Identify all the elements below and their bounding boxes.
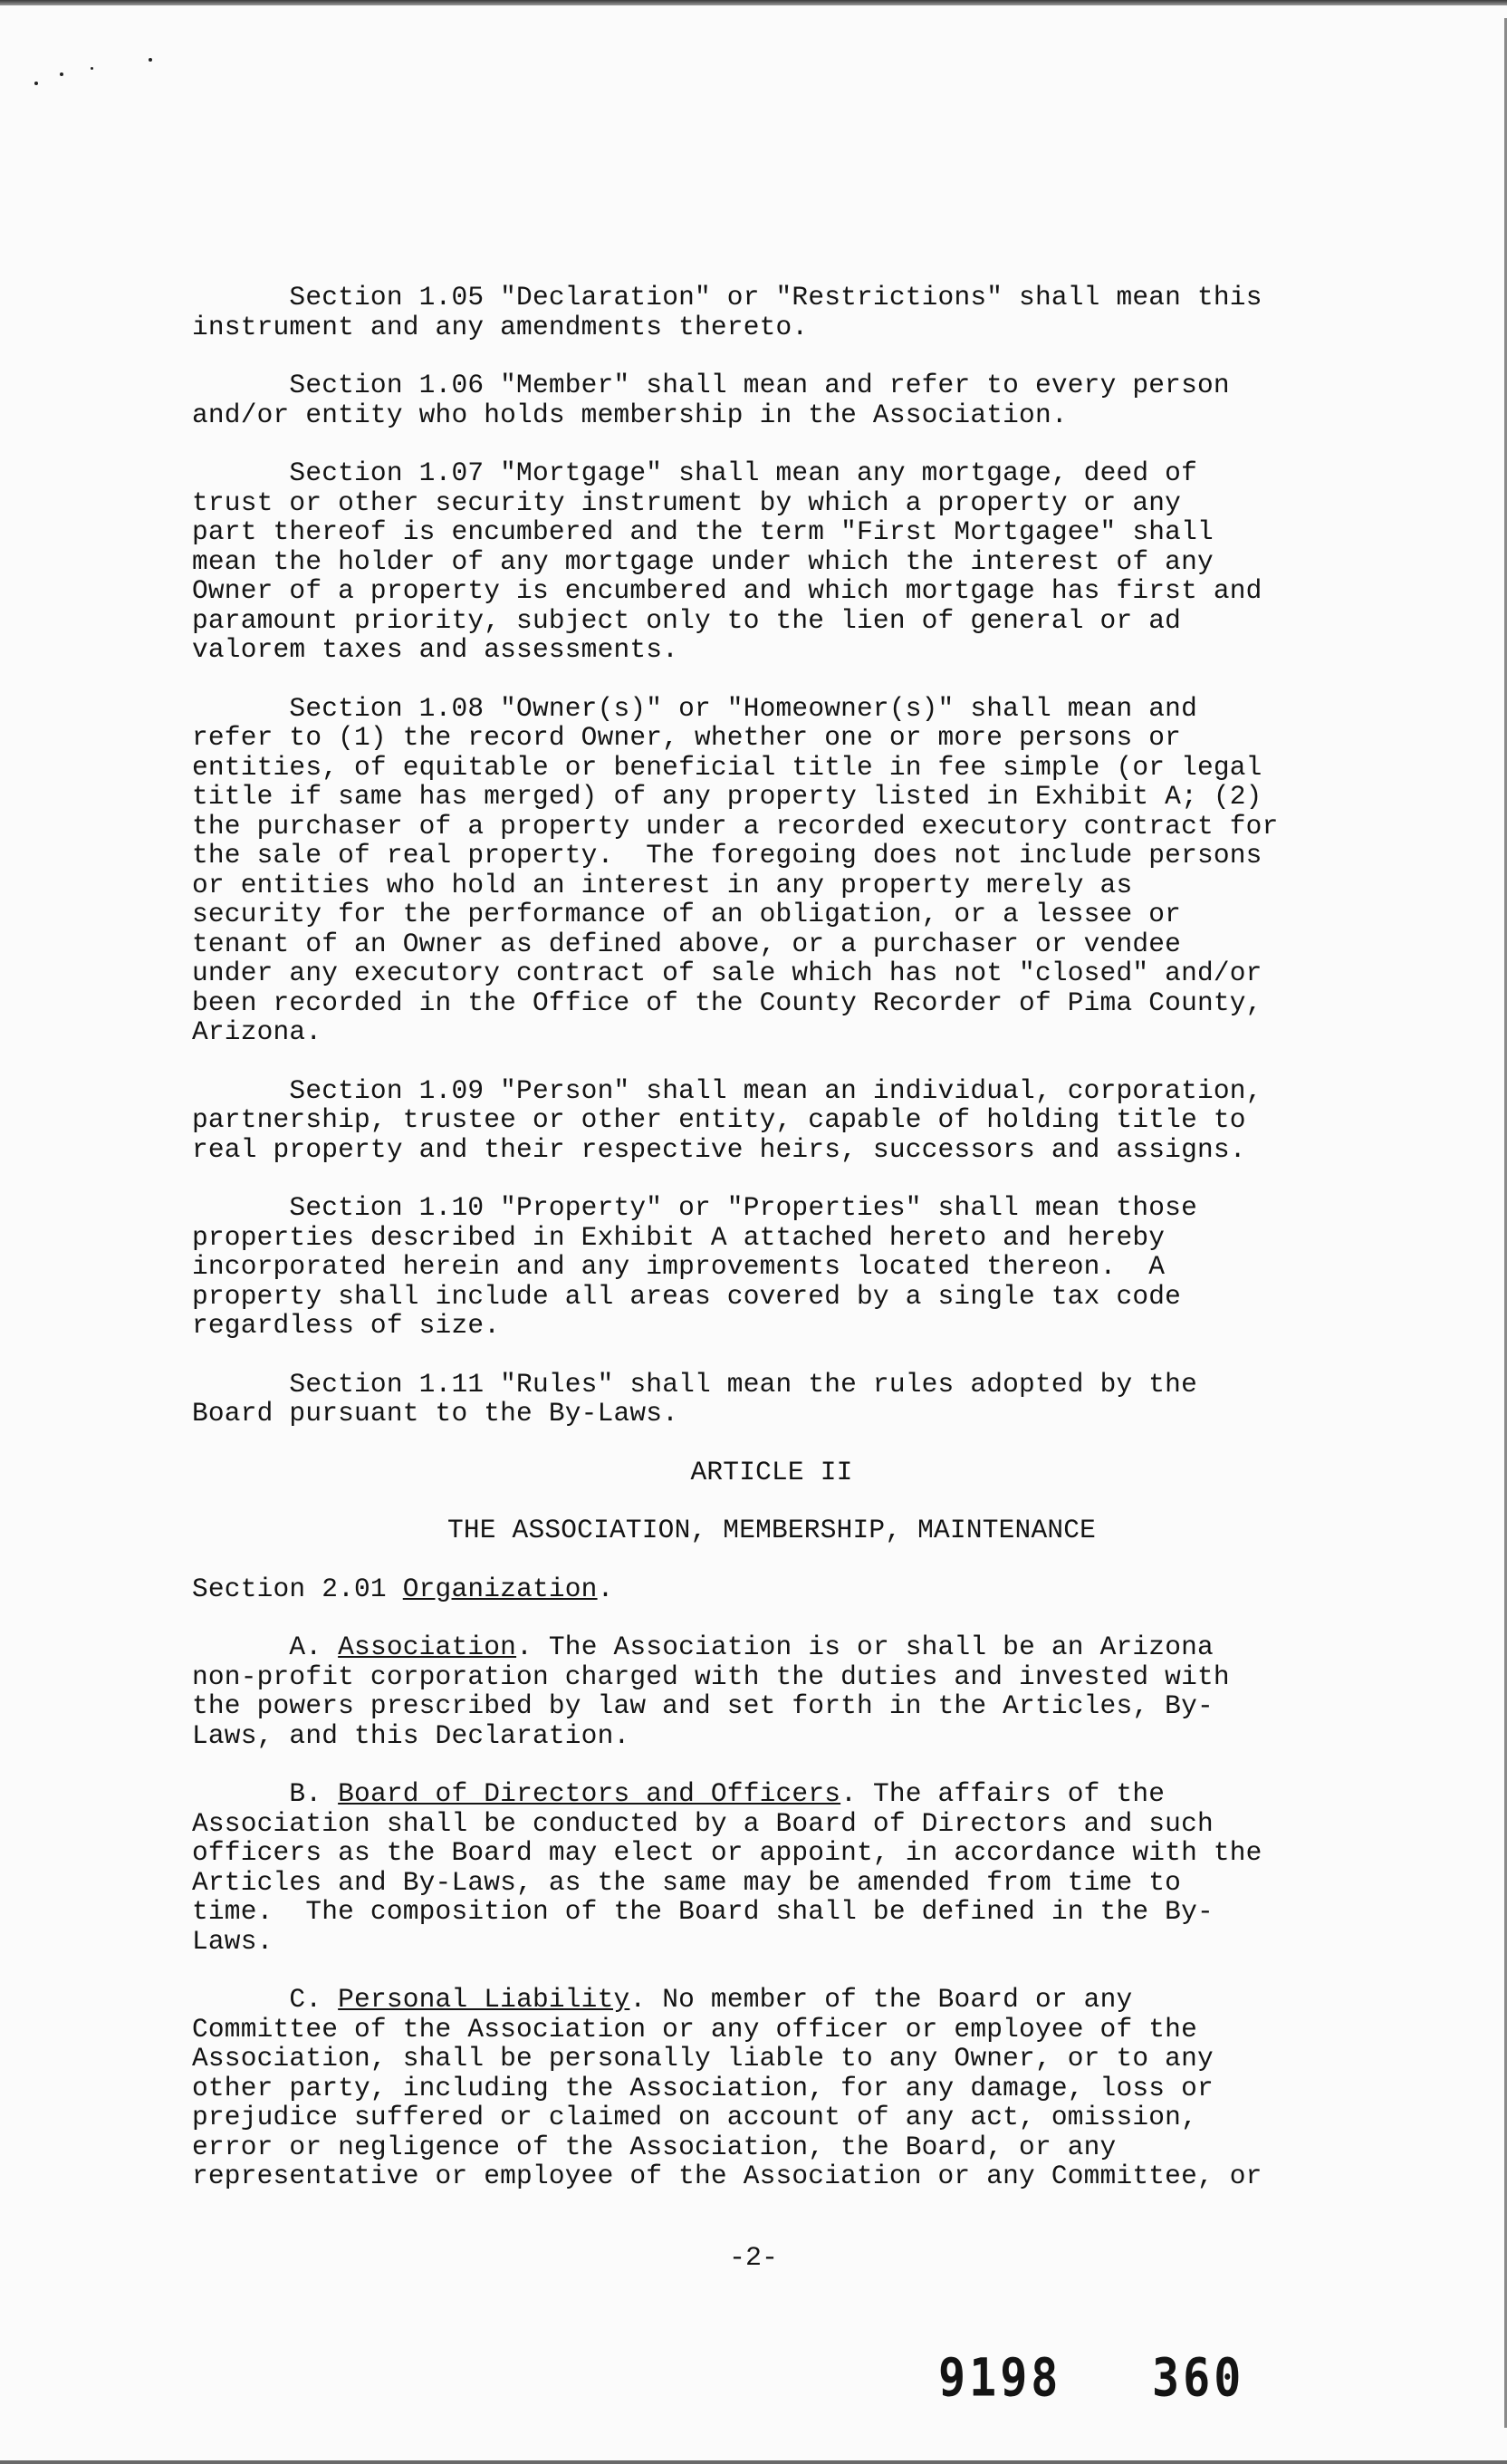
paragraph-line: under any executory contract of sale which has not "closed" and/or	[192, 958, 1262, 988]
paragraph-line: mean the holder of any mortgage under which the interest of any	[192, 545, 1214, 577]
scan-speck	[91, 67, 93, 70]
page-number: -2-	[728, 2243, 778, 2274]
recording-docket-number: 9198	[938, 2347, 1062, 2409]
section-s111-paragraph	[192, 1370, 1369, 1429]
subsection-a	[192, 1632, 1369, 1750]
scan-edge-top	[0, 0, 1507, 5]
recording-page-number: 360	[1152, 2347, 1245, 2409]
subsection-first-line	[192, 1779, 1369, 1809]
paragraph-line: tenant of an Owner as defined above, or a purchaser or vendee	[192, 928, 1182, 959]
paragraph-line: time. The composition of the Board shall be defined in the By-	[192, 1896, 1214, 1927]
subsection-title: Association	[338, 1631, 517, 1662]
paragraph-line: error or negligence of the Association, the Board, or any	[192, 2131, 1117, 2162]
paragraph-line: Section 1.10 "Property" or "Properties" shall mean those	[192, 1192, 1197, 1223]
subsection-first-text: . No member of the Board or any	[629, 1984, 1133, 2015]
scan-speck	[149, 58, 152, 62]
paragraph-line: Committee of the Association or any officer or employee of the	[192, 2013, 1197, 2045]
section-s106-paragraph	[192, 371, 1369, 429]
subsection-first-text: . The Association is or shall be an Arizona	[516, 1631, 1214, 1662]
paragraph-line: representative or employee of the Association or any Committee, or	[192, 2161, 1262, 2191]
section-s107-paragraph	[192, 458, 1369, 665]
paragraph-line: instrument and any amendments thereto.	[192, 311, 809, 342]
paragraph-line: officers as the Board may elect or appoint, in accordance with the	[192, 1837, 1262, 1868]
paragraph-line: real property and their respective heirs, successors and assigns.	[192, 1133, 1246, 1165]
paragraph-line: Section 1.07 "Mortgage" shall mean any mortgage, deed of	[192, 457, 1197, 488]
scan-edge-bottom	[0, 2460, 1507, 2464]
subsection-first-text: . The affairs of the	[840, 1778, 1166, 1809]
paragraph-line: the powers prescribed by law and set forth in the Articles, By-	[192, 1690, 1214, 1721]
paragraph-line: Arizona.	[192, 1016, 322, 1047]
subsection-b	[192, 1779, 1369, 1956]
section-s105-paragraph	[192, 283, 1369, 342]
scan-speck	[60, 72, 63, 76]
paragraph-line: prejudice suffered or claimed on account of any act, omission,	[192, 2102, 1197, 2132]
paragraph-line: part thereof is encumbered and the term "First Mortgagee" shall	[192, 516, 1214, 547]
paragraph-line: Laws, and this Declaration.	[192, 1719, 630, 1751]
paragraph-line: Articles and By-Laws, as the same may be amended from time to	[192, 1866, 1182, 1898]
paragraph-line: partnership, trustee or other entity, capable of holding title to	[192, 1104, 1246, 1135]
section-2-01-title: Organization	[402, 1573, 598, 1604]
paragraph-line: Association shall be conducted by a Board of Directors and such	[192, 1807, 1214, 1839]
subsection-first-line	[192, 1985, 1369, 2015]
section-2-01-prefix: Section 2.01	[192, 1573, 403, 1604]
paragraph-line: title if same has merged) of any property listed in Exhibit A; (2)	[192, 781, 1262, 812]
paragraph-line: Association, shall be personally liable to any Owner, or to any	[192, 2043, 1214, 2074]
section-2-01-heading	[192, 1574, 1369, 1604]
section-2-01-suffix: .	[597, 1573, 614, 1604]
paragraph-line: Laws.	[192, 1925, 274, 1957]
subsection-first-line	[192, 1632, 1369, 1662]
scan-speck	[34, 82, 38, 85]
definitions-sections	[192, 283, 1369, 1429]
subsection-letter: C.	[192, 1984, 339, 2015]
subsection-c	[192, 1985, 1369, 2191]
paragraph-line: the sale of real property. The foregoing does not include persons	[192, 840, 1262, 871]
paragraph-line: Owner of a property is encumbered and which mortgage has first and	[192, 575, 1262, 606]
section-s109-paragraph	[192, 1076, 1369, 1165]
paragraph-line: incorporated herein and any improvements located thereon. A	[192, 1251, 1166, 1282]
paragraph-line: trust or other security instrument by which a property or any	[192, 486, 1182, 518]
paragraph-line: paramount priority, subject only to the lien of general or ad	[192, 604, 1182, 636]
paragraph-line: Section 1.09 "Person" shall mean an individual, corporation,	[192, 1074, 1262, 1106]
paragraph-line: refer to (1) the record Owner, whether one or more persons or	[192, 722, 1182, 753]
paragraph-line: the purchaser of a property under a recorded executory contract for	[192, 810, 1279, 842]
paragraph-line: entities, of equitable or beneficial title in fee simple (or legal	[192, 751, 1262, 783]
paragraph-line: Section 1.06 "Member" shall mean and refer to every person	[192, 370, 1230, 400]
paragraph-line: other party, including the Association, for any damage, loss or	[192, 2072, 1214, 2103]
subsections	[192, 1603, 1369, 2191]
paragraph-line: regardless of size.	[192, 1310, 501, 1341]
paragraph-line: Board pursuant to the By-Laws.	[192, 1398, 679, 1429]
paragraph-line: been recorded in the Office of the County Recorder of Pima County,	[192, 987, 1262, 1018]
paragraph-line: Section 1.05 "Declaration" or "Restrictions" shall mean this	[192, 282, 1262, 313]
document-body	[192, 283, 1369, 2191]
paragraph-line: security for the performance of an obligation, or a lessee or	[192, 899, 1182, 929]
section-s110-paragraph	[192, 1193, 1369, 1341]
paragraph-line: properties described in Exhibit A attached hereto and hereby	[192, 1221, 1166, 1253]
article-title: THE ASSOCIATION, MEMBERSHIP, MAINTENANCE	[446, 1515, 1097, 1545]
article-heading: ARTICLE II	[690, 1456, 853, 1487]
paragraph-line: property shall include all areas covered by a single tax code	[192, 1280, 1182, 1312]
subsection-title: Personal Liability	[338, 1984, 630, 2015]
paragraph-line: non-profit corporation charged with the duties and invested with	[192, 1660, 1230, 1692]
paragraph-line: or entities who hold an interest in any property merely as	[192, 869, 1133, 900]
paragraph-line: valorem taxes and assessments.	[192, 634, 679, 665]
paragraph-line: and/or entity who holds membership in the Association.	[192, 399, 1068, 430]
subsection-title: Board of Directors and Officers	[338, 1778, 841, 1809]
paragraph-line: Section 1.08 "Owner(s)" or "Homeowner(s)" shall mean and	[192, 692, 1197, 724]
paragraph-line: Section 1.11 "Rules" shall mean the rules adopted by the	[192, 1368, 1197, 1400]
subsection-letter: A.	[192, 1631, 339, 1662]
section-s108-paragraph	[192, 694, 1369, 1047]
subsection-letter: B.	[192, 1778, 339, 1809]
